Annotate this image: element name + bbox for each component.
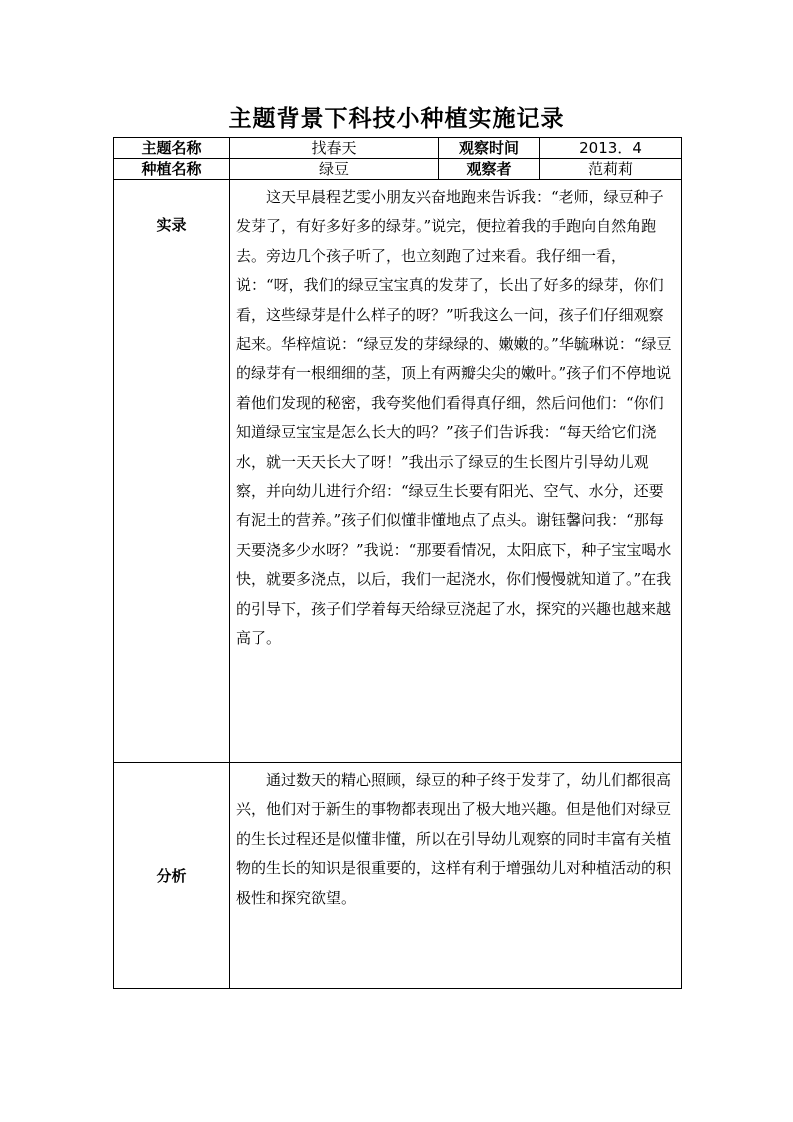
record-row [114, 180, 682, 763]
analysis-text: 通过数天的精心照顾，绿豆的种子终于发芽了，幼儿们都很高兴，他们对于新生的事物都表现出了极大地兴趣。但是他们对绿豆的生长过程还是似懂非懂，所以在引导幼儿观察的同时丰富有关植物的生长的知识是很重要的，这样有利于增强幼儿对种植活动的积极性和探究欲望。 [236, 771, 672, 907]
analysis-row [114, 763, 682, 989]
observer-value: 范莉莉 [540, 159, 682, 180]
record-text-cell [230, 180, 682, 763]
analysis-text-cell [230, 763, 682, 989]
info-row-theme [114, 138, 682, 159]
record-label: 实录 [114, 180, 230, 763]
observation-time-value: 2013．4 [540, 138, 682, 159]
info-row-plant [114, 159, 682, 180]
theme-label: 主题名称 [114, 138, 230, 159]
plant-value: 绿豆 [230, 159, 439, 180]
page-title: 主题背景下科技小种植实施记录 [228, 105, 565, 132]
theme-value: 找春天 [230, 138, 439, 159]
observation-time-label: 观察时间 [439, 138, 540, 159]
observer-label: 观察者 [439, 159, 540, 180]
analysis-label: 分析 [114, 763, 230, 989]
plant-label: 种植名称 [114, 159, 230, 180]
record-text: 这天早晨程艺雯小朋友兴奋地跑来告诉我：“老师，绿豆种子发芽了，有好多好多的绿芽。”说完，便拉着我的手跑向自然角跑去。旁边几个孩子听了，也立刻跑了过来看。我仔细一看，说：“呀，我们的绿豆宝宝真的发芽了，长出了好多的绿芽，你们看，这些绿芽是什么样子的呀？”听我这么一问，孩子们仔细观察起来。华梓煊说：“绿豆发的芽绿绿的、嫩嫩的。”华毓琳说：“绿豆的绿芽有一根细细的茎，顶上有两瓣尖尖的嫩叶。”孩子们不停地说着他们发现的秘密，我夸奖他们看得真仔细，然后问他们：“你们知道绿豆宝宝是怎么长大的吗？”孩子们告诉我：“每天给它们浇水，就一天天长大了呀！”我出示了绿豆的生长图片引导幼儿观察，并向幼儿进行介绍：“绿豆生长要有阳光、空气、水分，还要有泥土的营养。”孩子们似懂非懂地点了点头。谢钰馨问我：“那每天要浇多少水呀？”我说：“那要看情况，太阳底下，种子宝宝喝水快，就要多浇点，以后，我们一起浇水，你们慢慢就知道了。”在我的引导下，孩子们学着每天给绿豆浇起了水，探究的兴趣也越来越高了。 [236, 188, 672, 648]
record-table [113, 137, 682, 989]
